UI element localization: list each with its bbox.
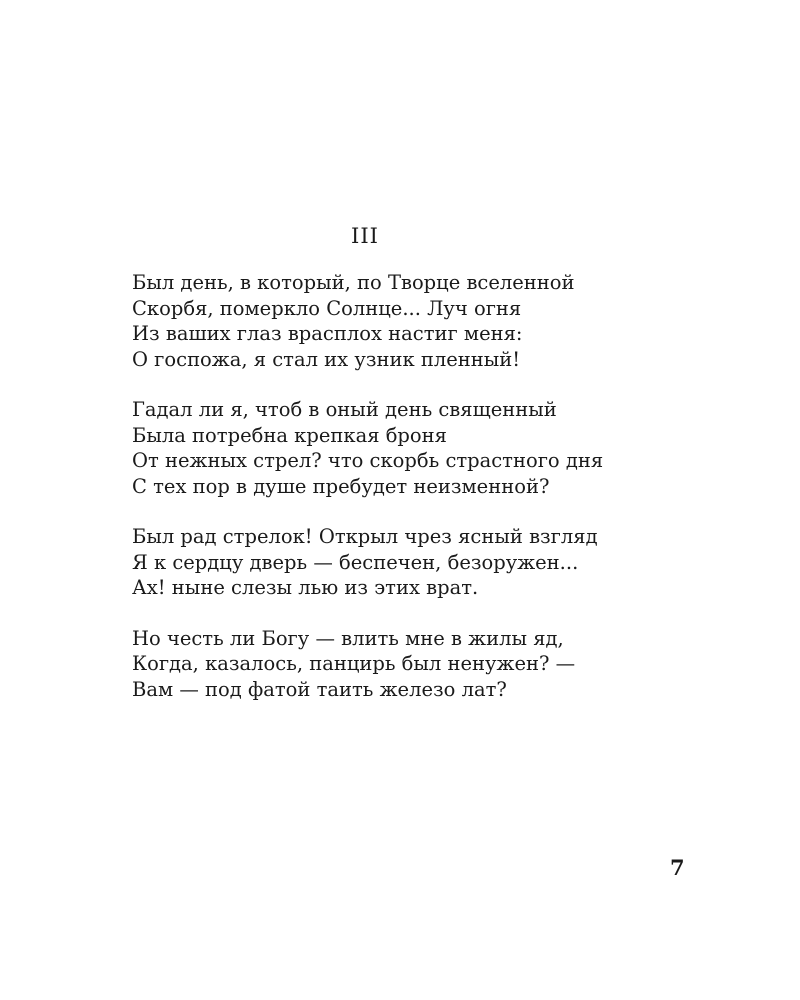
poem-line: О госпожа, я стал их узник пленный! (132, 347, 521, 371)
poem-line: От нежных стрел? что скорбь страстного дня (132, 449, 604, 472)
poem-line: Ах! ныне слезы лью из этих врат. (132, 576, 479, 599)
stanza-2 (132, 397, 752, 499)
stanza-1 (132, 270, 752, 372)
poem-line: Был день, в который, по Творце вселенной (132, 271, 575, 294)
poem-line: Скорбя, померкло Солнце... Луч огня (132, 296, 522, 320)
sonnet-number: III (351, 224, 379, 248)
poem (132, 270, 752, 727)
poem-line: Но честь ли Богу — влить мне в жилы яд, (132, 626, 564, 650)
poem-line: Из ваших глаз врасплох настиг меня: (132, 322, 523, 345)
page-number: 7 (670, 855, 685, 880)
poem-line: Когда, казалось, панцирь был ненужен? — (132, 652, 576, 675)
poem-line: С тех пор в душе пребудет неизменной? (132, 474, 550, 498)
stanza-3 (132, 524, 752, 601)
poem-line: Была потребна крепкая броня (132, 423, 447, 447)
stanza-4 (132, 626, 752, 703)
poem-line: Я к сердцу дверь — беспечен, безоружен... (132, 550, 579, 574)
poem-line: Гадал ли я, чтоб в оный день священный (132, 398, 557, 421)
poem-line: Вам — под фатой таить железо лат? (132, 677, 507, 701)
poem-line: Был рад стрелок! Открыл чрез ясный взгляд (132, 525, 598, 548)
